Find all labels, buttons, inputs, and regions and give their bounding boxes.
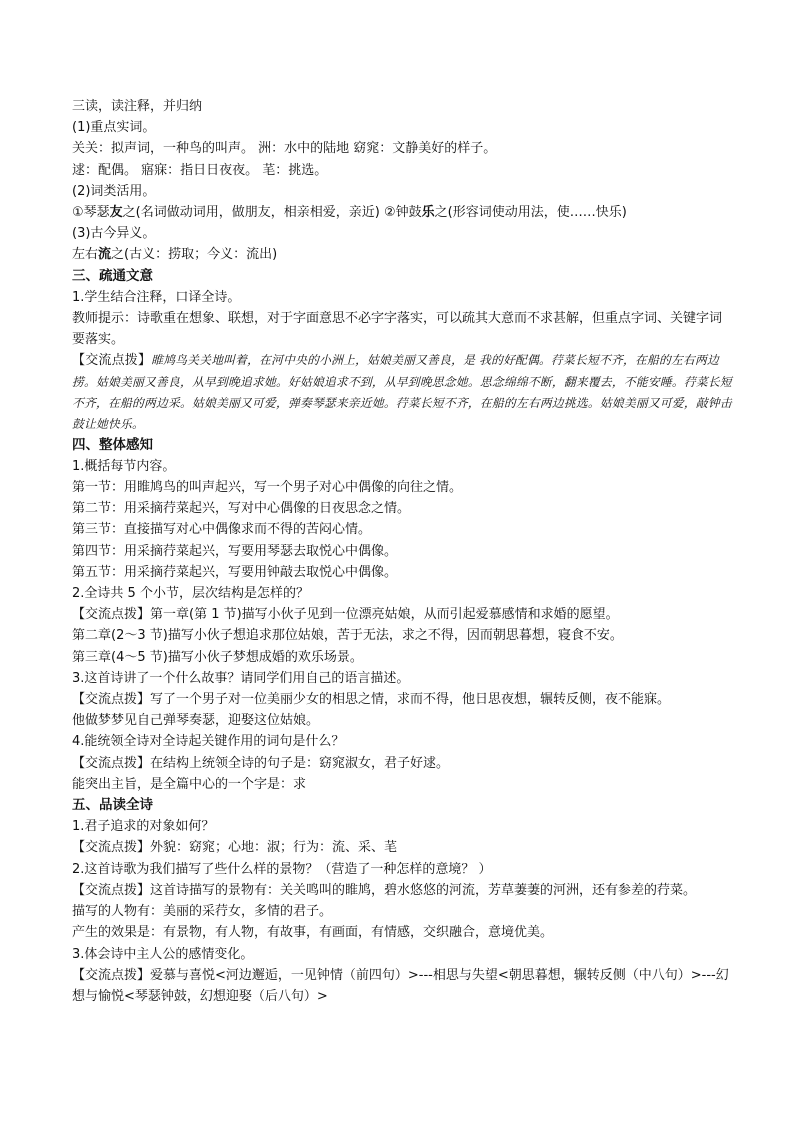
bold-word-you: 友 bbox=[109, 205, 123, 221]
ancient-modern-subheading: (3)古今异义。 bbox=[72, 226, 156, 242]
translate-task: 1.学生结合注释，口译全诗。 bbox=[72, 289, 241, 305]
scenery-question: 2.这首诗歌为我们描写了些什么样的景物？（营造了一种怎样的意境？ ） bbox=[72, 861, 492, 877]
key-sentence-answer: 【交流点拨】在结构上统领全诗的句子是：窈窕淑女，君子好逑。 bbox=[72, 755, 450, 771]
theme-word-line: 能突出主旨，是全篇中心的一个字是：求 bbox=[72, 776, 307, 792]
object-question: 1.君子追求的对象如何？ bbox=[72, 819, 215, 835]
summary-task: 1.概括每节内容。 bbox=[72, 458, 176, 474]
translation-paragraph bbox=[72, 350, 732, 434]
object-answer: 【交流点拨】外貌：窈窕；心地：淑；行为：流、采、芼 bbox=[72, 840, 398, 856]
scenery-answer: 【交流点拨】这首诗描写的景物有：关关鸣叫的睢鸠，碧水悠悠的河流，芳草萋萋的河洲，还有参差的荇菜。 bbox=[72, 882, 697, 898]
text-span: 之(古义：捞取；今义：流出) bbox=[111, 247, 278, 263]
stanza-3-summary: 第三节：直接描写对心中偶像求而不得的苦闷心情。 bbox=[72, 522, 372, 538]
key-sentence-question: 4.能统领全诗对全诗起关键作用的词句是什么？ bbox=[72, 734, 345, 750]
stanza-5-summary: 第五节：用采摘荇菜起兴，写要用钟敲去取悦心中偶像。 bbox=[72, 564, 398, 580]
ancient-modern-line bbox=[72, 244, 732, 265]
translation-text: 睢鸠鸟关关地叫着，在河中央的小洲上，姑娘美丽又善良，是 我的好配偶。荇菜长短不齐，在船的左右两边捞。姑娘美丽又善良，从早到晚追求她。好姑娘追求不到，从早到晚思念她。思念绵绵不断，翻来覆去，不能安睡。荇菜长短不齐，在船的两边采。姑娘美丽又可爱，弹奏琴瑟来亲近她。荇菜长短不齐，在船的左右两边挑选。姑娘美丽又可爱，敲钟击鼓让她快乐。 bbox=[72, 353, 732, 431]
text-span: 左右 bbox=[72, 247, 99, 263]
bold-word-le: 乐 bbox=[421, 205, 435, 221]
story-answer-2: 他做梦梦见自己弹琴奏瑟，迎娶这位姑娘。 bbox=[72, 713, 320, 729]
stanza-4-summary: 第四节：用采摘荇菜起兴，写要用琴瑟去取悦心中偶像。 bbox=[72, 543, 398, 559]
document-page bbox=[72, 96, 732, 1007]
section-three-read-heading: 三读，读注释，并归纳 bbox=[72, 99, 203, 114]
characters-line: 描写的人物有：美丽的采荇女，多情的君子。 bbox=[72, 904, 333, 920]
exchange-tag: 【交流点拨】 bbox=[72, 353, 152, 369]
stanza-1-summary: 第一节：用睢鸠鸟的叫声起兴，写一个男子对心中偶像的向往之情。 bbox=[72, 480, 463, 496]
text-span: 之(名词做动词用，做朋友，相亲相爱，亲近) ②钟鼓 bbox=[122, 205, 422, 221]
structure-question: 2.全诗共 5 个小节，层次结构是怎样的？ bbox=[72, 586, 309, 602]
word-class-subheading: (2)词类活用。 bbox=[72, 183, 156, 199]
section-three-heading: 三、疏通文意 bbox=[72, 267, 153, 284]
section-five-heading: 五、品读全诗 bbox=[72, 797, 153, 814]
text-span: ①琴瑟 bbox=[72, 205, 110, 221]
emotion-question: 3.体会诗中主人公的感情变化。 bbox=[72, 946, 254, 962]
key-words-line-2: 逑：配偶。 寤寐：指日日夜夜。 芼：挑选。 bbox=[72, 162, 328, 178]
structure-answer-2: 第二章(2～3 节)描写小伙子想追求那位姑娘，苦于无法，求之不得，因而朝思暮想，寝食不安。 bbox=[72, 628, 623, 644]
structure-answer-1: 【交流点拨】第一章(第 1 节)描写小伙子见到一位漂亮姑娘，从而引起爱慕感情和求婚的愿望。 bbox=[72, 607, 619, 623]
effect-line: 产生的效果是：有景物，有人物，有故事，有画面，有情感，交织融合，意境优美。 bbox=[72, 925, 554, 941]
text-span: 之(形容词使动用法，使……快乐) bbox=[434, 205, 627, 221]
emotion-answer: 【交流点拨】爱慕与喜悦<河边邂逅，一见钟情（前四句）>---相思与失望<朝思暮想，辗转反侧（中八句）>---幻想与愉悦<琴瑟钟鼓，幻想迎娶（后八句）> bbox=[72, 967, 729, 1004]
stanza-2-summary: 第二节：用采摘荇菜起兴，写对中心偶像的日夜思念之情。 bbox=[72, 501, 411, 517]
teacher-tip: 教师提示：诗歌重在想象、联想，对于字面意思不必字字落实，可以疏其大意而不求甚解，但重点字词、关键字词要落实。 bbox=[72, 311, 723, 348]
section-four-heading: 四、整体感知 bbox=[72, 436, 153, 453]
word-class-line bbox=[72, 202, 732, 223]
key-words-line-1: 关关：拟声词，一种鸟的叫声。 洲：水中的陆地 窈窕：文静美好的样子。 bbox=[72, 141, 497, 157]
key-words-subheading: (1)重点实词。 bbox=[72, 120, 156, 136]
story-question: 3.这首诗讲了一个什么故事？请同学们用自己的语言描述。 bbox=[72, 670, 410, 686]
bold-word-liu: 流 bbox=[98, 247, 112, 263]
structure-answer-3: 第三章(4～5 节)描写小伙子梦想成婚的欢乐场景。 bbox=[72, 649, 363, 665]
story-answer-1: 【交流点拨】写了一个男子对一位美丽少女的相思之情，求而不得，他日思夜想，辗转反侧，夜不能寐。 bbox=[72, 692, 671, 708]
